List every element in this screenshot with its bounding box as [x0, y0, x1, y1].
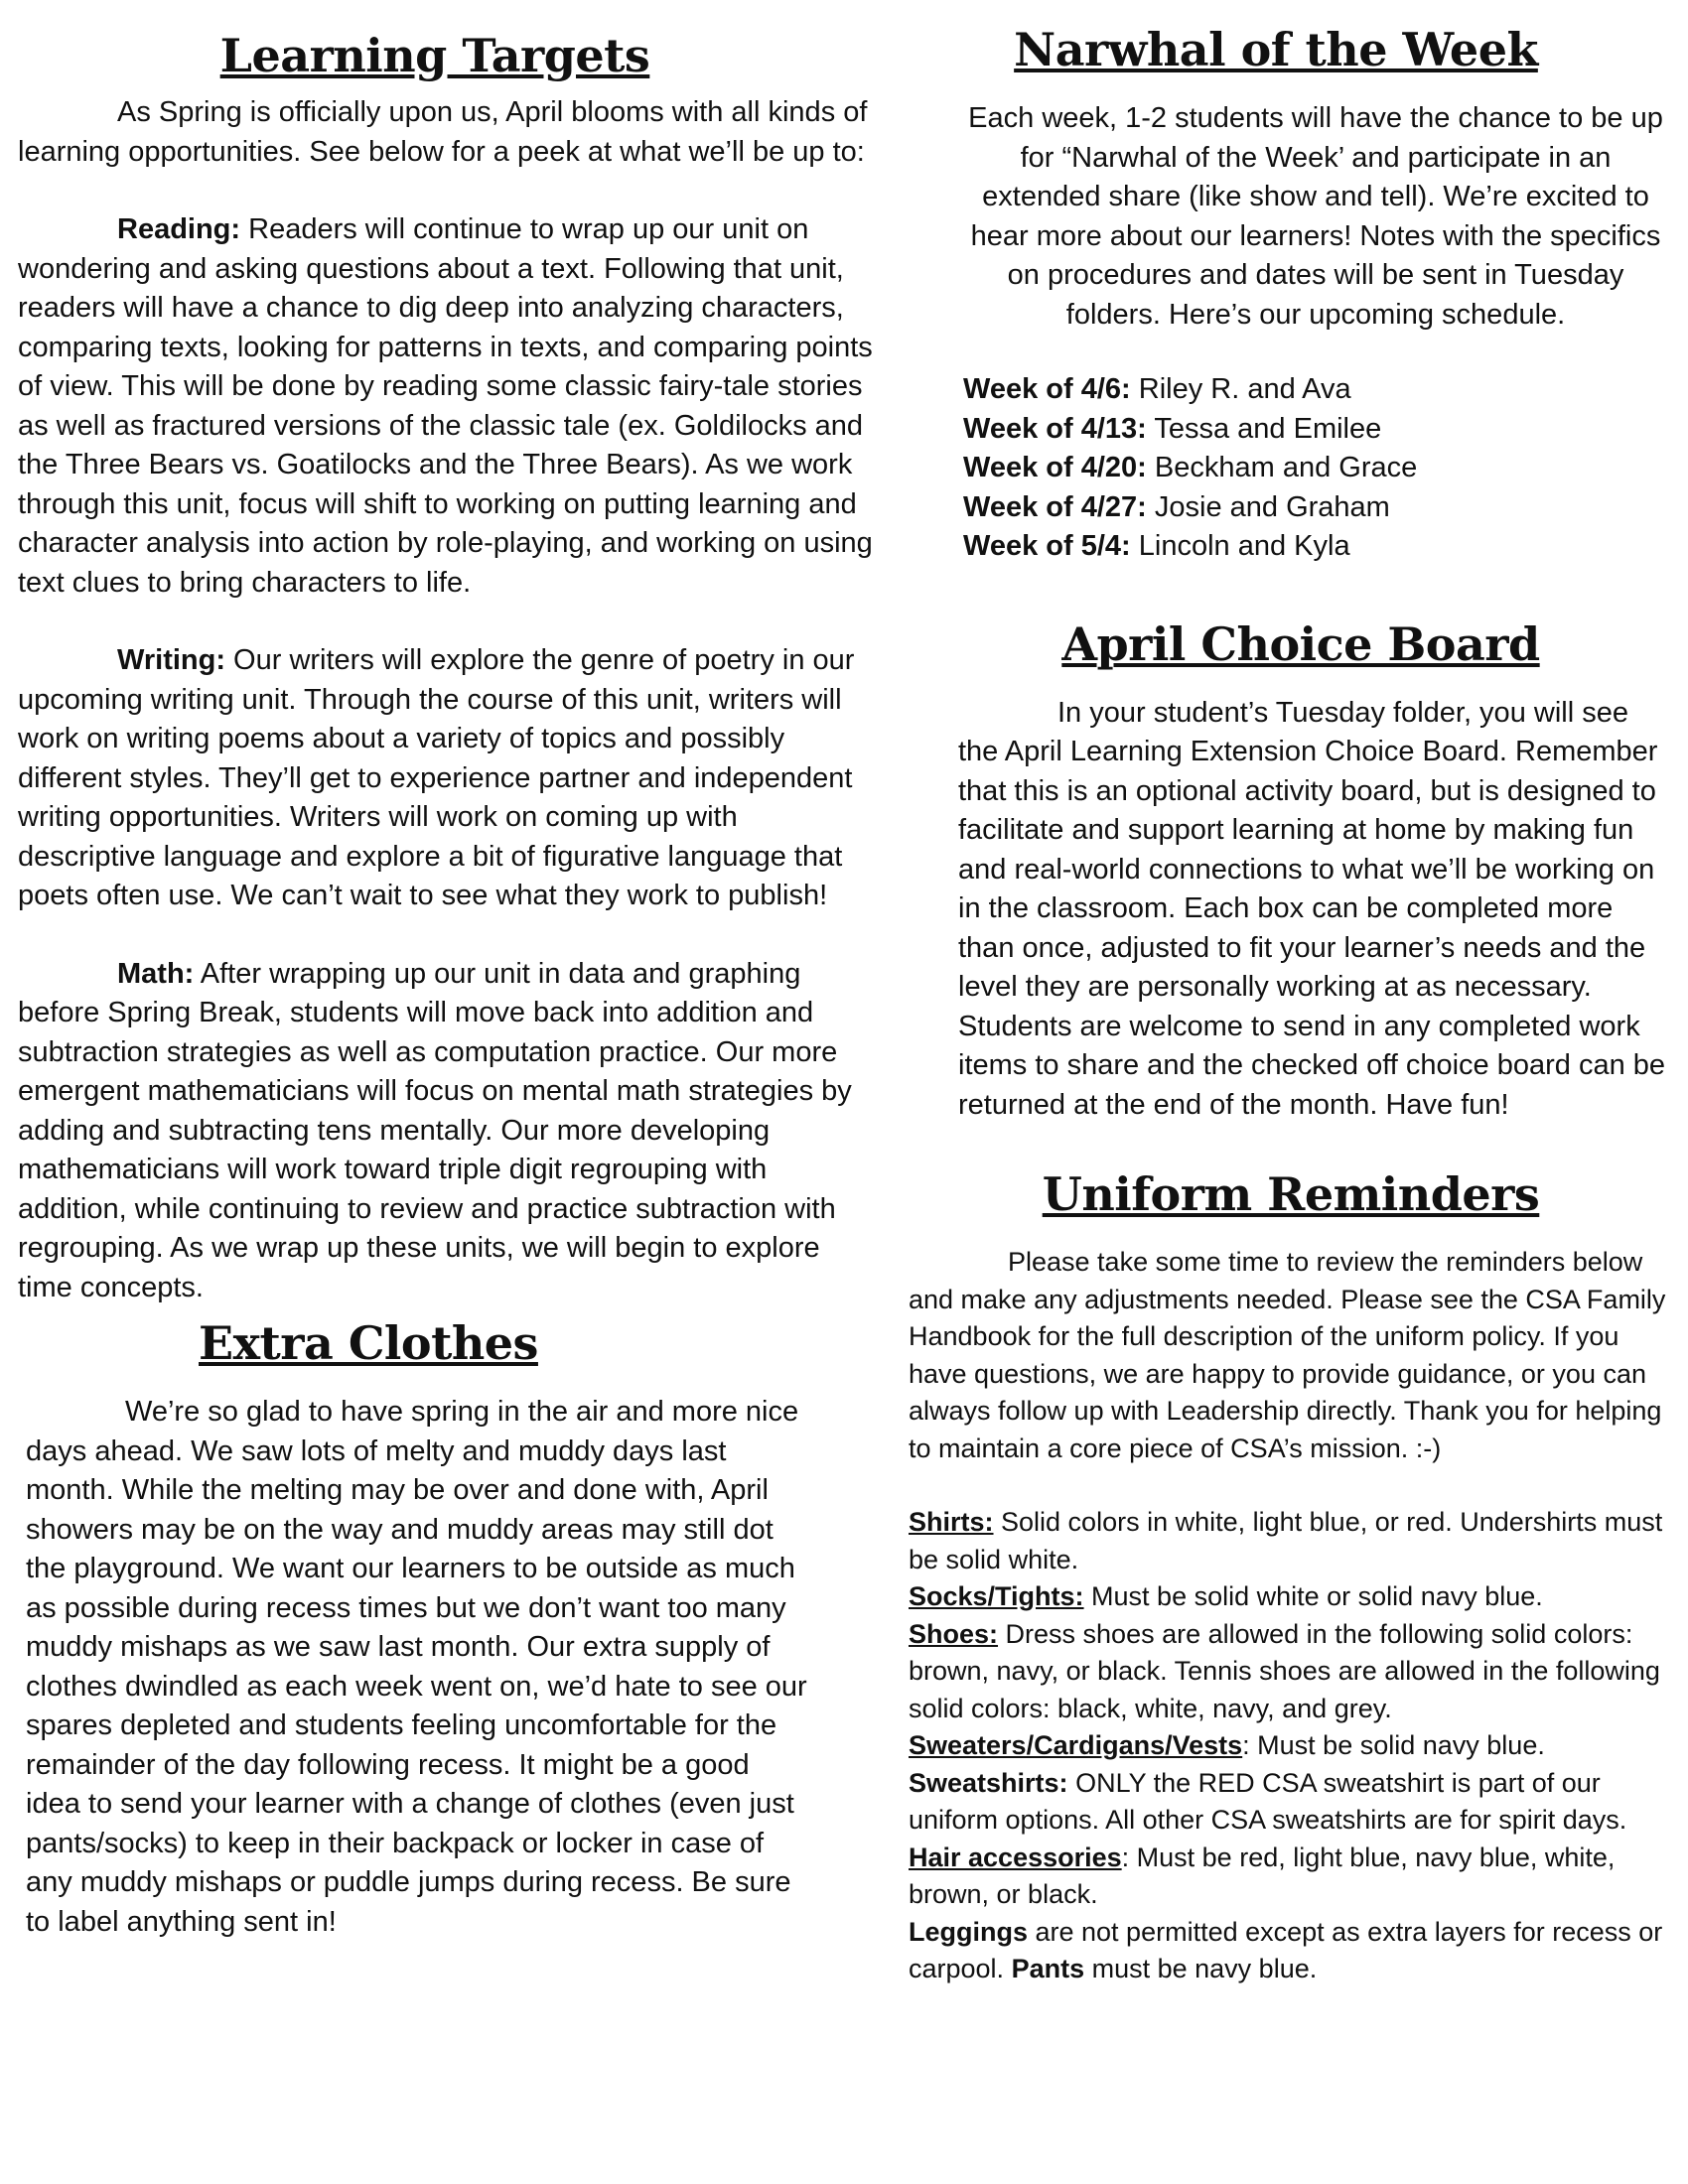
hair-label: Hair accessories	[909, 1842, 1122, 1872]
schedule-row	[963, 449, 1673, 488]
pants-label: Pants	[1011, 1954, 1085, 1983]
rule-hair	[909, 1840, 1673, 1914]
schedule-names: Tessa and Emilee	[1146, 412, 1382, 445]
learning-targets-section	[18, 28, 882, 1307]
schedule-row	[963, 488, 1673, 528]
schedule-week: Week of 4/27:	[963, 490, 1147, 523]
rule-sweatshirts	[909, 1765, 1673, 1840]
choice-board-section	[909, 616, 1673, 1126]
learning-targets-heading: Learning Targets	[219, 29, 650, 82]
leggings-text: are not permitted except as extra layers for recess or carpool.	[909, 1916, 1663, 1983]
shirts-label: Shirts:	[909, 1507, 994, 1537]
writing-text: Our writers will explore the genre of poetry in our upcoming writing unit. Through the course of this unit, writers will work on writing poems about a variety of topics and possibly different styles. They’ll get to experience partner and independent writing opportunities. Writers will work on coming up with descriptive language and explore a bit of figurative language that poets often use. We can’t wait to see what they work to publish!	[18, 644, 855, 911]
extra-clothes-heading: Extra Clothes	[199, 1316, 538, 1370]
rule-leggings	[909, 1914, 1673, 1988]
left-column	[18, 28, 882, 1942]
rule-socks	[909, 1578, 1673, 1616]
shoes-text: Dress shoes are allowed in the following solid colors: brown, navy, or black. Tennis shoes are allowed in the following solid colors: black, white, navy, and grey.	[909, 1618, 1660, 1723]
uniform-rules	[909, 1504, 1673, 1988]
math-label: Math:	[117, 957, 195, 990]
reading-label: Reading:	[117, 213, 241, 245]
socks-text: Must be solid white or solid navy blue.	[1083, 1581, 1543, 1611]
uniform-heading: Uniform Reminders	[1042, 1167, 1540, 1221]
right-column	[909, 22, 1673, 1988]
schedule-row	[963, 410, 1673, 450]
rule-shoes	[909, 1616, 1673, 1728]
uniform-section	[909, 1166, 1673, 1988]
math-paragraph	[18, 955, 882, 1308]
narwhal-heading: Narwhal of the Week	[1014, 23, 1538, 76]
sweaters-label: Sweaters/Cardigans/Vests	[909, 1730, 1243, 1760]
narwhal-text: Each week, 1-2 students will have the chance to be up for “Narwhal of the Week’ and participate in an extended share (like show and tell). We’re excited to hear more about our learners! Notes with the specifics on procedures and dates will be sent in Tuesday folders. Here’s our upcoming schedule.	[968, 102, 1663, 331]
hair-text: : Must be red, light blue, navy blue, white, brown, or black.	[909, 1842, 1616, 1909]
reading-paragraph	[18, 210, 882, 603]
schedule-week: Week of 5/4:	[963, 530, 1131, 562]
narwhal-schedule	[909, 370, 1673, 567]
schedule-names: Beckham and Grace	[1146, 452, 1418, 483]
uniform-intro: Please take some time to review the reminders below and make any adjustments needed. Please see the CSA Family Handbook for the full description of the uniform policy. If you have questions, we are happy to provide guidance, or you can always follow up with Leadership directly. Thank you for helping to maintain a core piece of CSA’s mission. :-)	[909, 1247, 1666, 1463]
rule-sweaters	[909, 1727, 1673, 1765]
socks-label: Socks/Tights:	[909, 1581, 1084, 1611]
shoes-label: Shoes:	[909, 1618, 999, 1649]
learning-targets-intro: As Spring is officially upon us, April blooms with all kinds of learning opportunities. See below for a peek at what we’ll be up to:	[18, 96, 868, 168]
choice-board-text: In your student’s Tuesday folder, you will see the April Learning Extension Choice Board. Remember that this is an optional activity board, but is designed to facilitate and support learning at home by making fun and real-world connections to what we’ll be working on in the classroom. Each box can be completed more than once, adjusted to fit your learner’s needs and the level they are personally working at as necessary. Students are welcome to send in any completed work items to share and the checked off choice board can be returned at the end of the month. Have fun!	[958, 696, 1666, 1121]
sweaters-text: : Must be solid navy blue.	[1242, 1730, 1545, 1760]
schedule-week: Week of 4/6:	[963, 373, 1131, 405]
shirts-text: Solid colors in white, light blue, or red. Undershirts must be solid white.	[909, 1507, 1663, 1574]
writing-paragraph	[18, 641, 882, 916]
narwhal-section	[909, 22, 1673, 567]
schedule-names: Riley R. and Ava	[1130, 373, 1351, 405]
schedule-names: Lincoln and Kyla	[1130, 530, 1350, 562]
reading-text: Readers will continue to wrap up our unit on wondering and asking questions about a text. Following that unit, readers will have a chance to dig deep into analyzing characters, comparing texts, looking for patterns in texts, and comparing points of view. This will be done by reading some classic fairy-tale stories as well as fractured versions of the classic tale (ex. Goldilocks and the Three Bears vs. Goatilocks and the Three Bears). As we work through this unit, focus will shift to working on putting learning and character analysis into action by role-playing, and working on using text clues to bring characters to life.	[18, 213, 873, 599]
schedule-week: Week of 4/20:	[963, 452, 1147, 483]
extra-clothes-text: We’re so glad to have spring in the air and more nice days ahead. We saw lots of melty and muddy days last month. While the melting may be over and done with, April showers may be on the way and muddy areas may still dot the playground. We want our learners to be outside as much as possible during recess times but we don’t want too many muddy mishaps as we saw last month. Our extra supply of clothes dwindled as each week went on, we’d hate to see our spares depleted and students feeling uncomfortable for the remainder of the day following recess. It might be a good idea to send your learner with a change of clothes (even just pants/socks) to keep in their backpack or locker in case of any muddy mishaps or puddle jumps during recess. Be sure to label anything sent in!	[26, 1396, 807, 1938]
writing-label: Writing:	[117, 644, 225, 676]
pants-text: must be navy blue.	[1084, 1954, 1318, 1983]
schedule-row	[963, 527, 1673, 567]
choice-board-heading: April Choice Board	[1061, 616, 1540, 671]
sweatshirts-label: Sweatshirts:	[909, 1767, 1068, 1798]
rule-shirts	[909, 1504, 1673, 1578]
schedule-week: Week of 4/13:	[963, 412, 1147, 445]
extra-clothes-section	[18, 1315, 810, 1942]
sweatshirts-text: ONLY the RED CSA sweatshirt is part of our uniform options. All other CSA sweatshirts are for spirit days.	[909, 1767, 1627, 1835]
schedule-names: Josie and Graham	[1146, 490, 1390, 523]
math-text: After wrapping up our unit in data and graphing before Spring Break, students will move back into addition and subtraction strategies as well as computation practice. Our more emergent mathematicians will focus on mental math strategies by adding and subtracting tens mentally. Our more developing mathematicians will work toward triple digit regrouping with addition, while continuing to review and practice subtraction with regrouping. As we wrap up these units, we will begin to explore time concepts.	[18, 957, 852, 1303]
schedule-row	[963, 370, 1673, 410]
leggings-label: Leggings	[909, 1916, 1028, 1947]
